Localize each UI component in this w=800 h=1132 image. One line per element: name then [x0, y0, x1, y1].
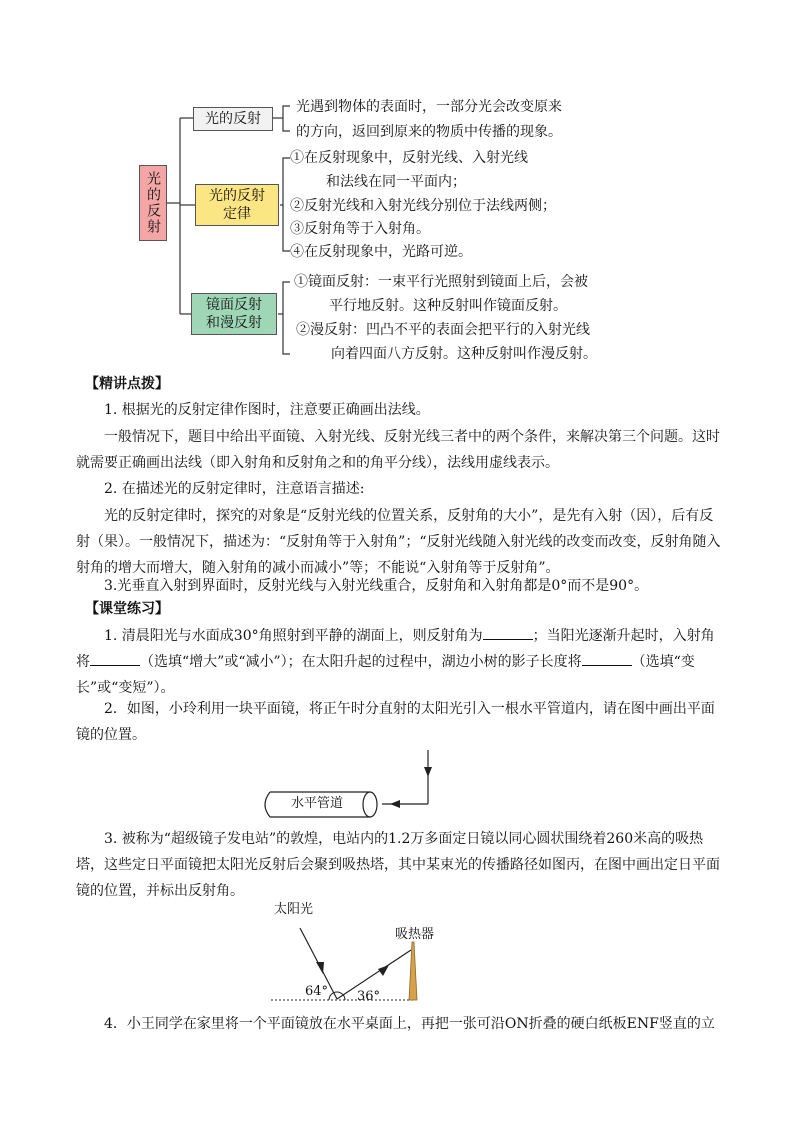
mindmap-branch-law	[195, 184, 279, 226]
branch3-item: ②漫反射：凹凸不平的表面会把平行的入射光线	[296, 322, 590, 338]
receiver-label: 吸热器	[395, 927, 435, 942]
pipe-opening	[363, 792, 377, 817]
tips-paragraph: 光的反射定律时，探究的对象是“反射光线的位置关系，反射角的大小”，是先有入射（因），后有反射（果）。一般情况下，描述为：“反射角等于入射角”；“反射光线随入射光线的改变而改变，反射角随入射角的增大而增大，随入射角的减小而减小”等；不能说“入射角等于反射角”。	[76, 508, 721, 576]
mindmap-root-label: 光的反射	[145, 171, 161, 235]
branch2-item: ①在反射现象中，反射光线、入射光线	[290, 150, 528, 166]
branch1-item: 的方向，返回到原来的物质中传播的现象。	[296, 124, 562, 140]
tips-paragraph: 一般情况下，题目中给出平面镜、入射光线、反射光线三者中的两个条件，来解决第三个问题。这时就需要正确画出法线（即入射角和反射角之和的角平分线），法线用虚线表示。	[76, 429, 720, 471]
branch2-item: ③反射角等于入射角。	[290, 221, 430, 237]
angle-right-label: 36°	[357, 989, 381, 1004]
arrow-left-icon	[390, 800, 400, 808]
branch-label: 光的反射定律	[209, 188, 265, 222]
question-1	[76, 623, 726, 701]
mindmap-branch-types	[191, 293, 277, 335]
q1-text: （选填“增大”或“减小”）；在太阳升起的过程中，湖边小树的影子长度将	[140, 654, 582, 670]
branch3-item: 平行地反射。这种反射叫作镜面反射。	[329, 298, 567, 314]
tips-paragraph: 3.光垂直入射到界面时，反射光线与入射光线重合，反射角和入射角都是0°而不是90°。	[104, 578, 649, 594]
arrow-down-icon	[424, 767, 432, 777]
practice-heading: 【课堂练习】	[85, 601, 169, 617]
question-3: 3. 被称为“超级镜子发电站”的敦煌，电站内的1.2万多面定日镜以同心圆状围绕着260米高的吸热塔，这些定日平面镜把太阳光反射后会聚到吸热塔，其中某束光的传播路径如图丙，在图中画出定日平面镜的位置，并标出反射角。	[76, 831, 720, 899]
mindmap-branch-reflection	[193, 107, 273, 131]
arrow-icon	[316, 962, 324, 974]
branch2-item: 和法线在同一平面内；	[326, 174, 466, 190]
branch2-item: ④在反射现象中，光路可逆。	[290, 244, 472, 260]
pipe-label: 水平管道	[291, 796, 344, 811]
sun-label: 太阳光	[274, 902, 314, 917]
branch3-item: 向着四面八方反射。这种反射叫作漫反射。	[331, 346, 597, 362]
angle-left-label: 64°	[305, 984, 329, 999]
tips-heading: 【精讲点拨】	[85, 376, 169, 392]
q1-text: （选填“变长”或“变短”）。	[76, 654, 695, 696]
arrow-icon	[378, 965, 389, 976]
q1-text: 1. 清晨阳光与水面成30°角照射到平静的湖面上，则反射角为	[104, 628, 483, 644]
pipe-left-end	[265, 792, 270, 817]
branch3-item: ①镜面反射：一束平行光照射到镜面上后，会被	[294, 274, 588, 290]
tips-paragraph: 2. 在描述光的反射定律时，注意语言描述:	[104, 481, 365, 497]
answer-blank[interactable]	[582, 651, 632, 666]
q1-text: ；当阳光逐渐升起时，入射角将	[76, 628, 715, 670]
branch1-item: 光遇到物体的表面时，一部分光会改变原来	[296, 99, 562, 115]
branch-label: 镜面反射和漫反射	[206, 297, 262, 331]
branch-label: 光的反射	[205, 111, 261, 127]
question-4: 4．小王同学在家里将一个平面镜放在水平桌面上，再把一张可沿ON折叠的硬白纸板ENF竖直的立	[104, 1016, 715, 1032]
answer-blank[interactable]	[90, 651, 140, 666]
branch2-item: ②反射光线和入射光线分别位于法线两侧；	[290, 198, 556, 214]
pipe-figure	[250, 745, 450, 825]
question-2: 2．如图，小玲利用一块平面镜，将正午时分直射的太阳光引入一根水平管道内，请在图中画出平面镜的位置。	[76, 701, 715, 743]
tips-paragraph: 1. 根据光的反射定律作图时，注意要正确画出法线。	[104, 402, 430, 418]
mindmap-root	[139, 165, 167, 241]
answer-blank[interactable]	[483, 625, 533, 640]
